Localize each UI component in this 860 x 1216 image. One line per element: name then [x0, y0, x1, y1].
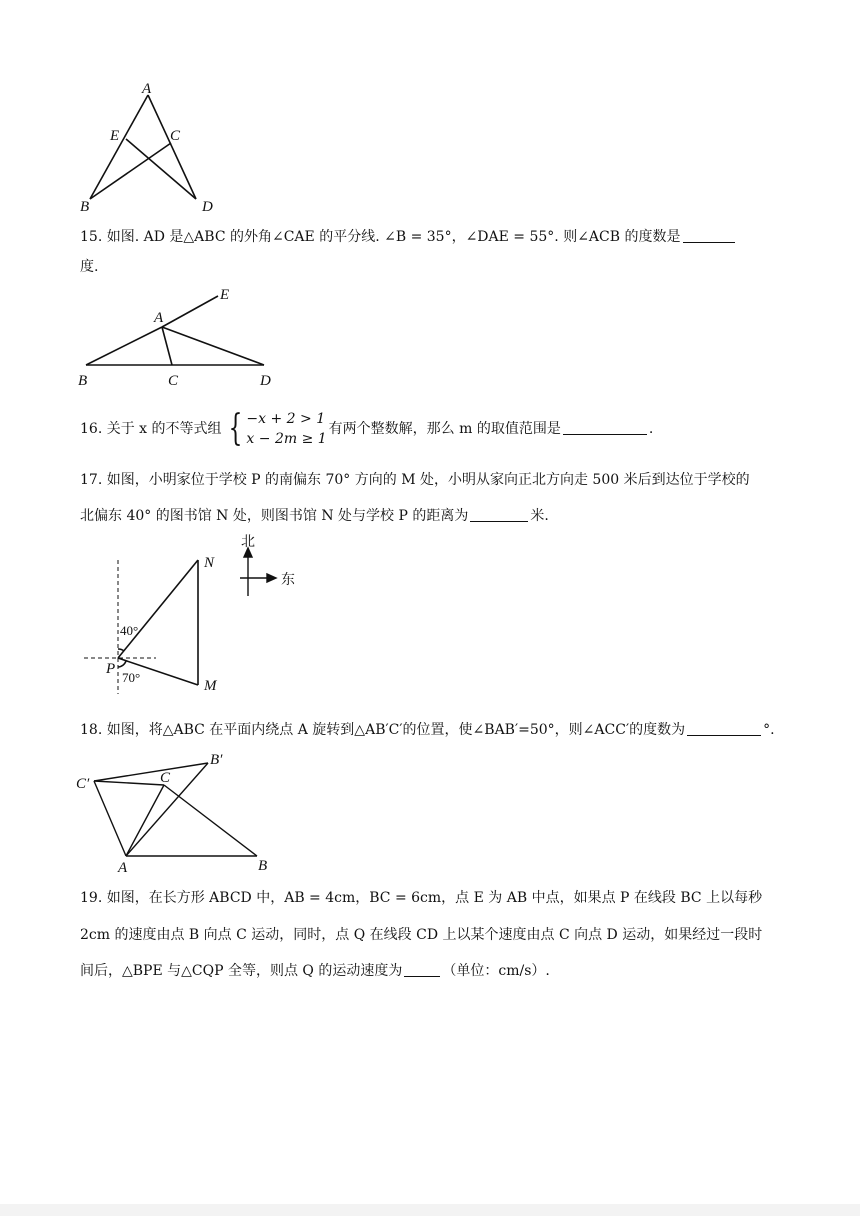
question-17-line1: [80, 470, 790, 490]
question-17-text-2: 北偏东 40° 的图书馆 N 处，则图书馆 N 处与学校 P 的距离为: [80, 508, 469, 524]
inequality-1: −x + 2 > 1: [246, 411, 326, 427]
figure-q14: [78, 78, 228, 214]
label-c: C: [168, 373, 179, 389]
figure-q15: [76, 283, 296, 391]
answer-blank-16[interactable]: [563, 420, 647, 435]
label-b-prime: B′: [210, 752, 223, 768]
label-n: N: [204, 555, 215, 571]
label-m: M: [204, 678, 217, 694]
label-c-prime: C′: [76, 776, 90, 792]
question-18: [80, 720, 790, 740]
label-b: B: [258, 858, 268, 874]
question-17-text-1: 17. 如图，小明家位于学校 P 的南偏东 70° 方向的 M 处，小明从家向正北方向走 500 米后到达位于学校的: [80, 472, 750, 488]
label-e: E: [110, 128, 120, 144]
label-p: P: [106, 661, 116, 677]
question-15-suffix: 度.: [80, 259, 99, 275]
answer-blank-19[interactable]: [404, 962, 440, 977]
answer-blank-17[interactable]: [470, 507, 528, 522]
question-19-text-2: 2cm 的速度由点 B 向点 C 运动，同时，点 Q 在线段 CD 上以某个速度由点 C 向点 D 运动，如果经过一段时: [80, 927, 763, 943]
label-a: A: [118, 860, 128, 874]
label-a: A: [142, 81, 152, 97]
label-e: E: [220, 287, 230, 303]
label-c: C: [160, 770, 171, 786]
angle-40: 40°: [120, 623, 139, 638]
question-19-line3: [80, 961, 790, 981]
answer-blank-18[interactable]: [687, 721, 761, 736]
question-16: [80, 409, 790, 449]
question-15-text: 15. 如图. AD 是△ABC 的外角∠CAE 的平分线. ∠B = 35°，∠DAE = 55°. 则∠ACB 的度数是: [80, 229, 681, 245]
question-19-text-1: 19. 如图，在长方形 ABCD 中，AB = 4cm，BC = 6cm，点 E 为 AB 中点，如果点 P 在线段 BC 上以每秒: [80, 890, 763, 906]
page-bottom-bar: [0, 1204, 860, 1216]
question-16-suffix: 有两个整数解，那么 m 的取值范围是: [328, 421, 561, 437]
question-19-suffix: （单位：cm/s）.: [442, 963, 550, 979]
question-16-end: .: [648, 421, 654, 437]
label-d: D: [260, 373, 271, 389]
answer-blank-15[interactable]: [683, 228, 735, 243]
question-18-text: 18. 如图，将△ABC 在平面内绕点 A 旋转到△AB′C′的位置，使∠BAB′=50°，则∠ACC′的度数为: [80, 722, 686, 738]
figure-q18: [74, 748, 274, 874]
question-17-line2: [80, 506, 790, 526]
label-d: D: [202, 199, 213, 214]
question-15-line2: [80, 257, 790, 277]
brace-symbol: {: [228, 408, 242, 449]
figure-q17: [80, 530, 310, 696]
compass-north: 北: [241, 535, 255, 550]
angle-70: 70°: [122, 670, 141, 685]
label-b: B: [80, 199, 90, 214]
question-17-suffix: 米.: [530, 508, 549, 524]
question-15-line1: [80, 227, 790, 247]
label-a: A: [154, 310, 164, 326]
label-c: C: [170, 128, 181, 144]
question-19-text-3: 间后，△BPE 与△CQP 全等，则点 Q 的运动速度为: [80, 963, 403, 979]
question-19-line2: [80, 925, 790, 945]
question-16-prefix: 16. 关于 x 的不等式组: [80, 421, 222, 437]
inequality-2: x − 2m ≥ 1: [246, 431, 327, 447]
compass-east: 东: [281, 573, 295, 588]
label-b: B: [78, 373, 88, 389]
question-18-suffix: °.: [763, 722, 775, 738]
inequality-system: [224, 409, 327, 449]
question-19-line1: [80, 888, 790, 908]
